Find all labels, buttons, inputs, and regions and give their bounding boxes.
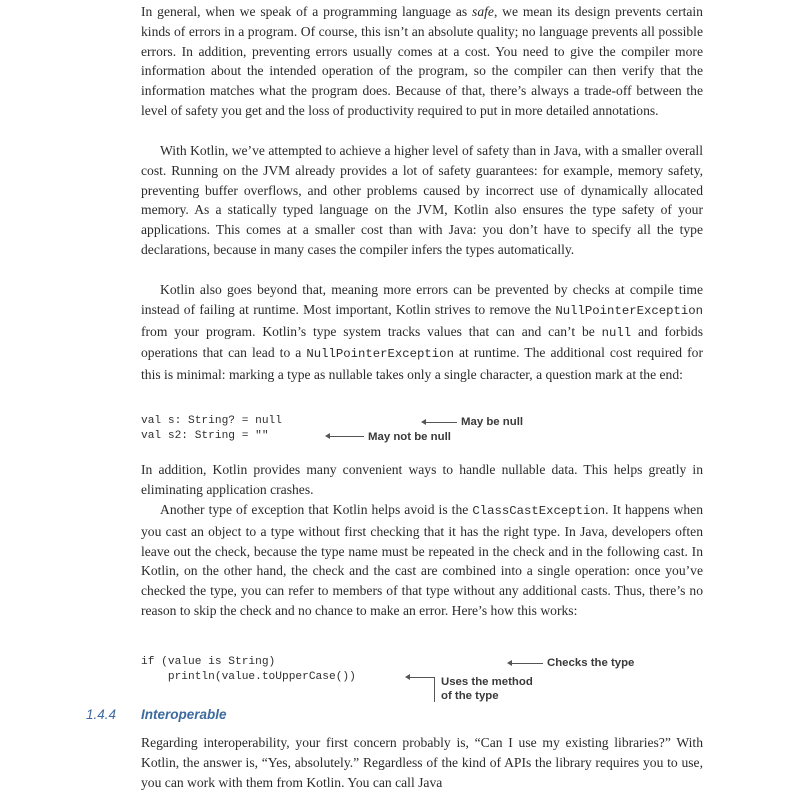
text: from your program. Kotlin’s type system tracks values that can and can’t be [141, 323, 602, 339]
text: Kotlin also goes beyond that, meaning more errors can be prevented by checks at compile time instead of failing at runtime. Most important, Kotlin strives to remove the [141, 282, 703, 317]
paragraph-null-safety [141, 280, 703, 385]
annotation-may-be-null: May be null [461, 416, 524, 428]
paragraph-class-cast [141, 500, 703, 621]
code-npe: NullPointerException [555, 303, 703, 318]
text: In general, when we speak of a programming language as [141, 4, 473, 19]
emphasis-safe: safe [472, 4, 494, 19]
annotation-may-not-be-null: May not be null [368, 431, 451, 443]
code-line: val s: String? = null [141, 415, 282, 427]
text: and forbids operations that can lead to a [141, 323, 703, 361]
code-line: if (value is String) [141, 656, 276, 668]
code-null: null [601, 325, 632, 340]
paragraph-kotlin-safety: With Kotlin, we’ve attempted to achieve a higher level of safety than in Java, with a smaller overall cost. Running on the JVM already provides a lot of safety guarantees: for example, memory safety, preventing buffer overflows, and other problems caused by incorrect use of dynamically allocated memory. As a statically typed language on the JVM, Kotlin also ensures the type safety of your applications. This comes at a smaller cost than with Java: you don’t have to specify all the type declarations, because in many cases the compiler infers the types automatically. [141, 143, 703, 257]
paragraph-safety-intro [141, 2, 703, 121]
code-cce: ClassCastException [472, 504, 606, 518]
annotation-uses-method: Uses the method [441, 676, 533, 688]
text: . It happens when you cast an object to a type without first checking that it has the right type. In Java, developers often leave out the check, because the type name must be repeated in the check and in the following cast. In Kotlin, on the other hand, the check and the cast are combined into a single operation: once you’ve checked the type, you can refer to members of that type without any additional casts. Thus, there’s no reason to skip the check and no chance to make an error. Here’s how this works: [141, 502, 704, 618]
paragraph-interoperability: Regarding interoperability, your first concern probably is, “Can I use my existing libraries?” With Kotlin, the answer is, “Yes, absolutely.” Regardless of the kind of APIs the library requires you to use, you can work with them from Kotlin. You can call Java [141, 735, 703, 790]
text: at runtime. The additional cost required for this is minimal: marking a type as nullable takes only a single character, a question mark at the end: [141, 345, 703, 383]
annotation-arrow [409, 677, 435, 678]
code-npe-2: NullPointerException [306, 347, 454, 362]
code-line: val s2: String = "" [141, 430, 269, 442]
annotation-arrow [425, 422, 457, 423]
code-line: println(value.toUpperCase()) [141, 671, 356, 683]
annotation-arrow [511, 663, 543, 664]
text: Another type of exception that Kotlin helps avoid is the [160, 502, 473, 517]
annotation-arrow [329, 436, 364, 437]
annotation-of-type: of the type [441, 690, 499, 702]
text: , we mean its design prevents certain kinds of errors in a program. Of course, this isn’t an absolute quality; no language prevents all possible errors. In addition, preventing errors usually comes at a cost. You need to give the compiler more information about the intended operation of the program, so the compiler can then verify that the information matches what the program does. Because of that, there’s always a trade-off between the level of safety you get and the loss of productivity required to put in more detailed annotations. [141, 4, 703, 118]
annotation-bracket [434, 677, 435, 702]
section-title: Interoperable [141, 707, 227, 722]
paragraph-nullable-data: In addition, Kotlin provides many convenient ways to handle nullable data. This helps greatly in eliminating application crashes. [141, 462, 703, 497]
annotation-checks-type: Checks the type [547, 657, 635, 669]
section-number: 1.4.4 [86, 707, 117, 722]
